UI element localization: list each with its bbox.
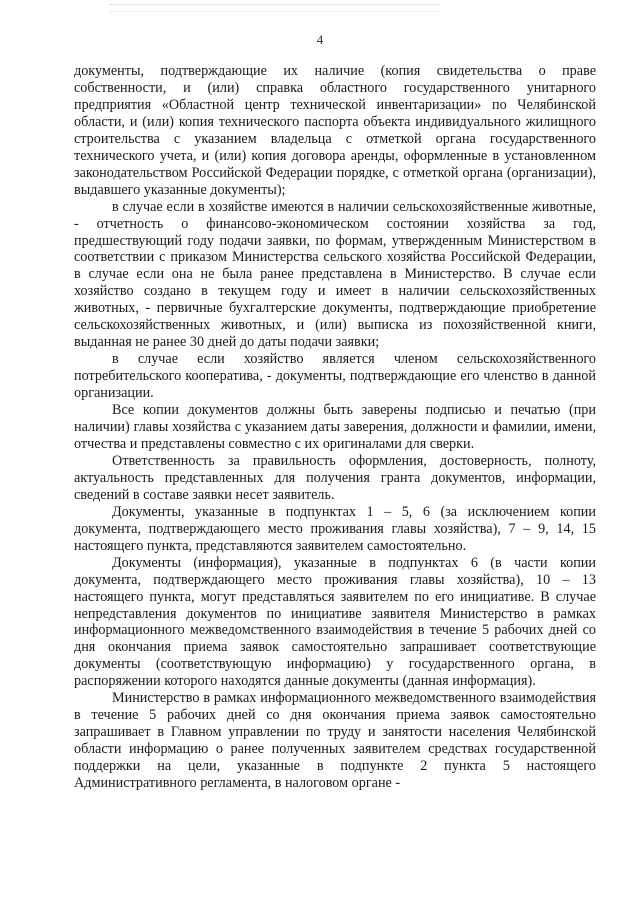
paragraph-continuation-documents: документы, подтверждающие их наличие (копия свидетельства о праве собственности, и (или) справка областного государственного унитарного предприятия «Областной центр технической инвентаризации» по Челябинской области, и (или) копия технического паспорта объекта индивидуального жилищного строительства с указанием владельца с отметкой органа государственного технического учета, и (или) копия договора аренды, оформленные в установленном законодательством Российской Федерации порядке, с отметкой органа (организации), выдавшего указанные документы);: [74, 63, 596, 198]
paragraph-copies-certification: Все копии документов должны быть заверены подписью и печатью (при наличии) главы хозяйства с указанием даты заверения, должности и фамилии, имени, отчества и представлены совместно с их оригиналами для сверки.: [74, 402, 596, 452]
document-body: [74, 63, 596, 792]
paragraph-cooperative-membership: в случае если хозяйство является членом сельскохозяйственного потребительского кооператива, - документы, подтверждающие его членство в данной организации.: [74, 351, 596, 402]
paragraph-ministry-requests: Министерство в рамках информационного межведомственного взаимодействия в течение 5 рабочих дней со дня окончания приема заявок самостоятельно запрашивает в Главном управлении по труду и занятости населения Челябинской области информацию о ранее полученных заявителем средствах государственной поддержки на цели, указанные в подпункте 2 пункта 5 настоящего Административного регламента, в налоговом органе -: [74, 690, 596, 792]
scan-artifact-line: [110, 4, 440, 12]
paragraph-self-submitted-documents: Документы, указанные в подпунктах 1 – 5, 6 (за исключением копии документа, подтверждающего место проживания главы хозяйства), 7 – 9, 14, 15 настоящего пункта, представляются заявителем самостоятельно.: [74, 503, 596, 554]
paragraph-optional-documents: Документы (информация), указанные в подпунктах 6 (в части копии документа, подтверждающего место проживания главы хозяйства), 10 – 13 настоящего пункта, могут представляться заявителем по его инициативе. В случае непредставления документов по инициативе заявителя Министерство в рамках информационного межведомственного взаимодействия в течение 5 рабочих дней со дня окончания приема заявок самостоятельно запрашивает соответствующие документы (соответствующую информацию) у государственного органа, в распоряжении которого находятся данные документы (данная информация).: [74, 554, 596, 690]
paragraph-applicant-responsibility: Ответственность за правильность оформления, достоверность, полноту, актуальность представленных для получения гранта документов, информации, сведений в составе заявки несет заявитель.: [74, 452, 596, 503]
page-number: 4: [316, 32, 324, 47]
paragraph-livestock-reporting: в случае если в хозяйстве имеются в наличии сельскохозяйственные животные, - отчетность о финансово-экономическом состоянии хозяйства за год, предшествующий году подачи заявки, по формам, утвержденным Министерством в соответствии с приказом Министерства сельского хозяйства Российской Федерации, в случае если она не была ранее представлена в Министерство. В случае если хозяйство создано в текущем году и имеет в наличии сельскохозяйственных животных, - первичные бухгалтерские документы, подтверждающие приобретение сельскохозяйственных животных, и (или) выписка из похозяйственной книги, выданная не ранее 30 дней до даты подачи заявки;: [74, 198, 596, 351]
